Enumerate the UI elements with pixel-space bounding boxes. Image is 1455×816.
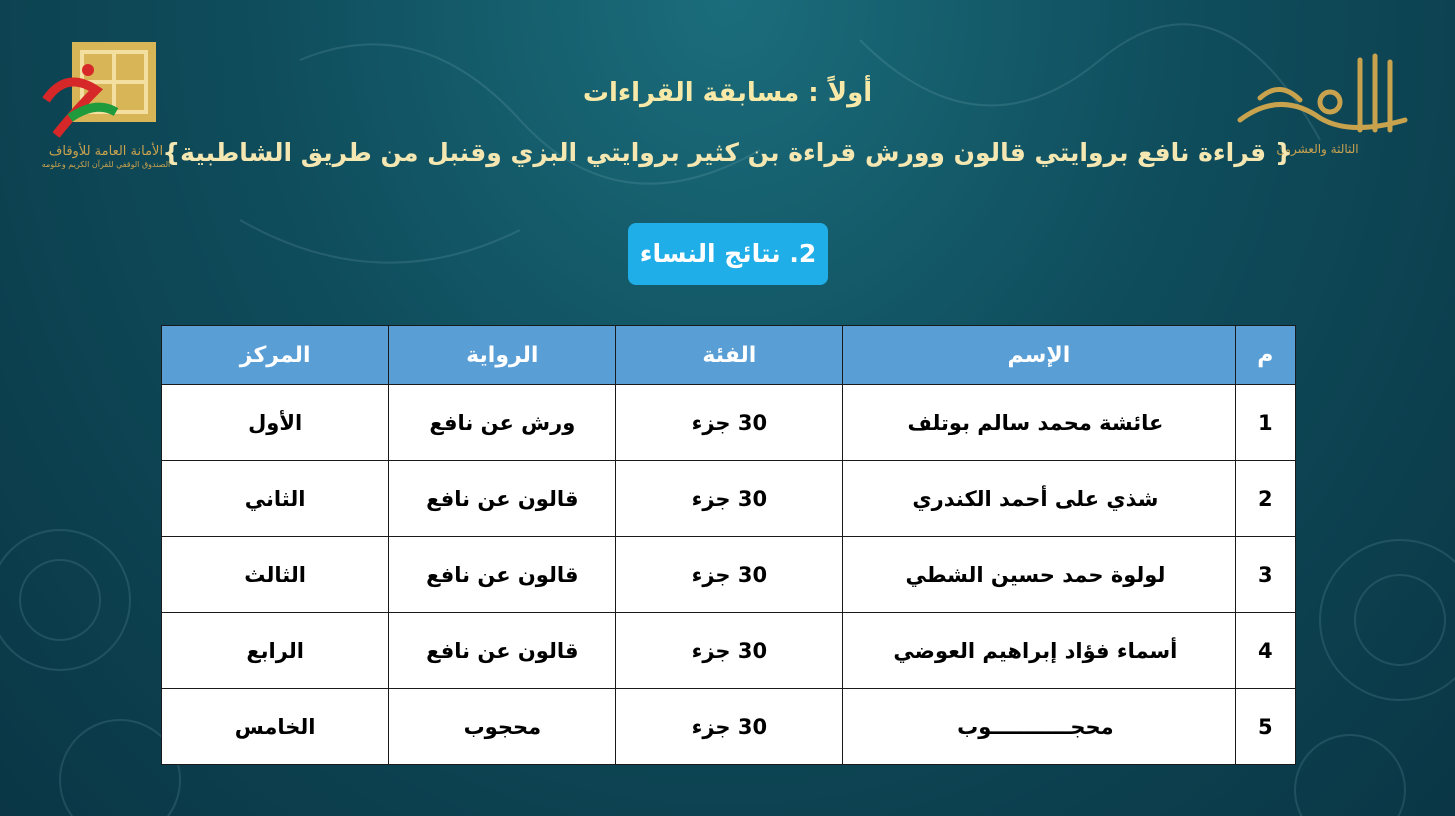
col-header-narration: الرواية [389, 326, 616, 385]
cell-num: 5 [1235, 689, 1295, 765]
table-row [162, 385, 1296, 461]
cell-num: 1 [1235, 385, 1295, 461]
cell-narration: قالون عن نافع [389, 461, 616, 537]
col-header-category: الفئة [616, 326, 843, 385]
cell-name: محجـــــــــــوب [843, 689, 1235, 765]
cell-narration: ورش عن نافع [389, 385, 616, 461]
cell-name: شذي على أحمد الكندري [843, 461, 1235, 537]
women-results-button[interactable]: 2. نتائج النساء [628, 223, 828, 285]
cell-category: 30 جزء [616, 613, 843, 689]
cell-num: 2 [1235, 461, 1295, 537]
cell-name: عائشة محمد سالم بوتلف [843, 385, 1235, 461]
cell-rank: الأول [162, 385, 389, 461]
table-row [162, 537, 1296, 613]
cell-name: لولوة حمد حسين الشطي [843, 537, 1235, 613]
col-header-name: الإسم [843, 326, 1235, 385]
cell-rank: الثالث [162, 537, 389, 613]
table-row [162, 613, 1296, 689]
cell-rank: الخامس [162, 689, 389, 765]
table-row [162, 461, 1296, 537]
cell-narration: محجوب [389, 689, 616, 765]
table-header-row [162, 326, 1296, 385]
awqaf-logo-name: الأمانة العامة للأوقاف [48, 144, 164, 159]
awqaf-logo-subtitle: الصندوق الوقفي للقرآن الكريم وعلومه [41, 159, 171, 169]
page-title: أولاً : مسابقة القراءات [582, 78, 873, 108]
results-table [161, 325, 1296, 765]
table-row [162, 689, 1296, 765]
cell-name: أسماء فؤاد إبراهيم العوضي [843, 613, 1235, 689]
cell-category: 30 جزء [616, 689, 843, 765]
cell-rank: الثاني [162, 461, 389, 537]
competition-edition: الثالثة والعشرون [1276, 142, 1359, 156]
cell-num: 3 [1235, 537, 1295, 613]
cell-narration: قالون عن نافع [389, 613, 616, 689]
cell-category: 30 جزء [616, 461, 843, 537]
cell-category: 30 جزء [616, 537, 843, 613]
cell-num: 4 [1235, 613, 1295, 689]
cell-narration: قالون عن نافع [389, 537, 616, 613]
cell-category: 30 جزء [616, 385, 843, 461]
col-header-rank: المركز [162, 326, 389, 385]
cell-rank: الرابع [162, 613, 389, 689]
col-header-num: م [1235, 326, 1295, 385]
page-subtitle: { قراءة نافع بروايتي قالون وورش قراءة بن كثير بروايتي البزي وقنبل من طريق الشاطبية} [162, 138, 1293, 167]
